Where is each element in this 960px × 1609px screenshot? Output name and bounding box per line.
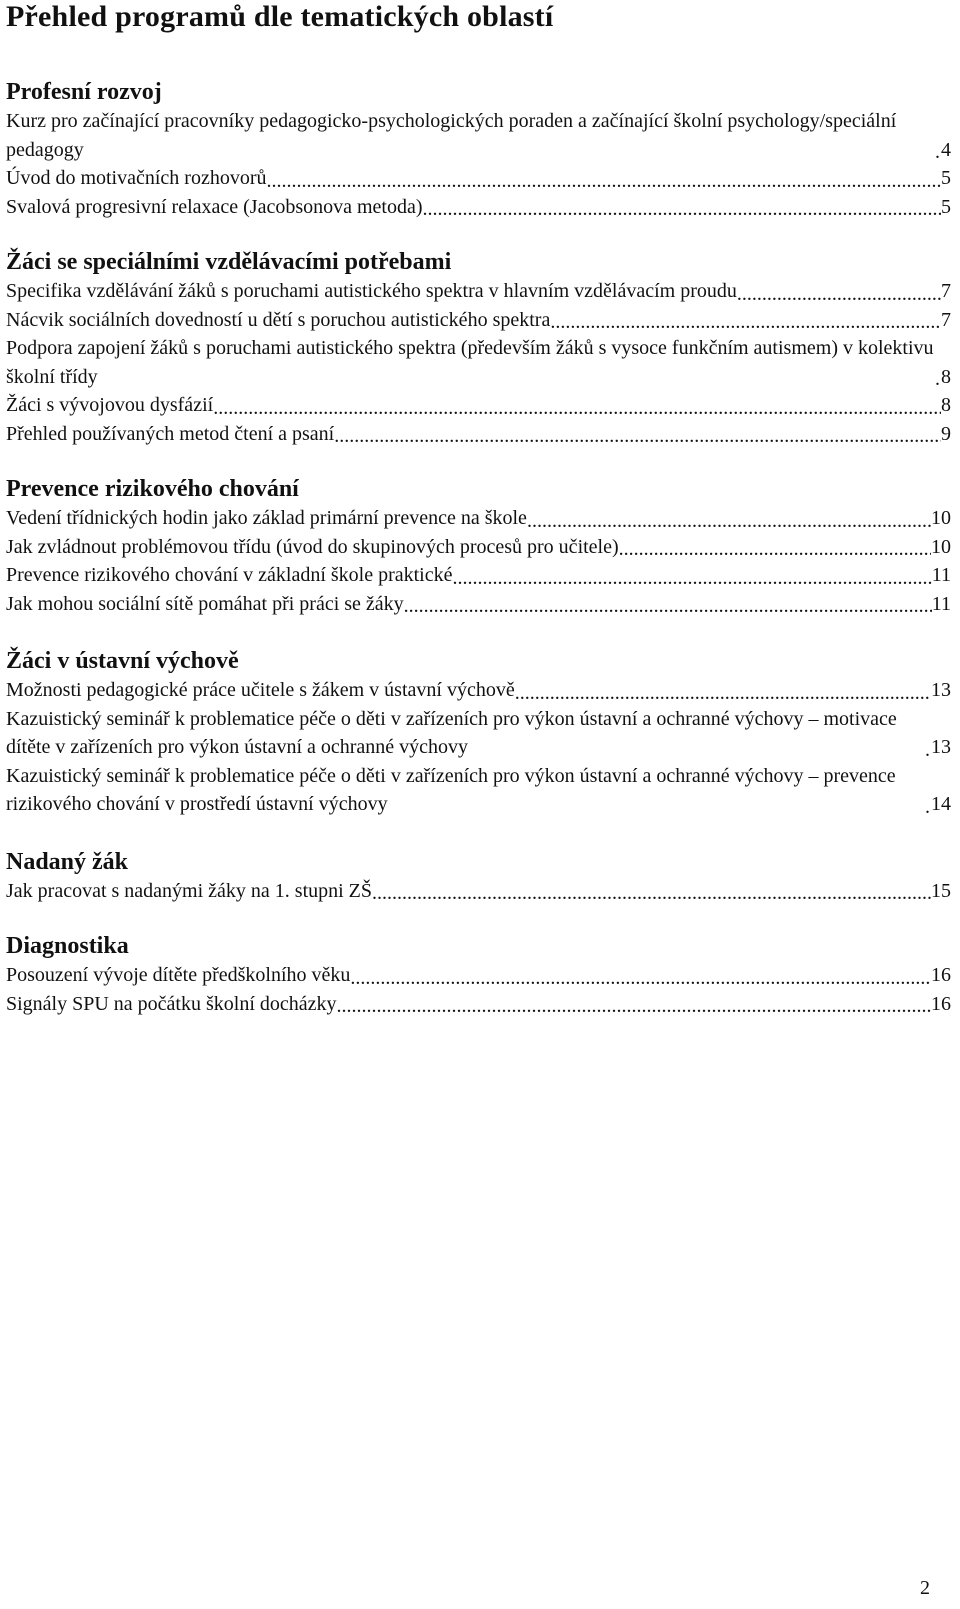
toc-entry-title: Jak mohou sociální sítě pomáhat při práci se žáky [6,592,404,615]
dot-leader [925,734,931,762]
toc-entry-page: 7 [941,280,951,302]
toc-entry-title: Podpora zapojení žáků s poruchami autistického spektra (především žáků s vysoce funkčním autismem) v kolektivu školní třídy [6,337,934,388]
toc-entry[interactable] [6,590,951,619]
section-heading: Žáci se speciálními vzdělávacími potřebami [6,249,452,275]
dot-leader [337,990,931,1018]
toc-entry-page: 10 [931,507,951,529]
section-ustavni-vychova [6,646,958,819]
toc-entry-page: 9 [941,422,951,445]
toc-entry-title: Jak pracovat s nadanými žáky na 1. stupni ZŠ [6,879,373,902]
section-heading: Žáci v ústavní výchově [6,648,239,674]
toc-entry-title: Jak zvládnout problémovou třídu (úvod do skupinových procesů pro učitele) [6,535,619,558]
toc-entry-title: Vedení třídnických hodin jako základ primární prevence na škole [6,507,527,529]
dot-leader [334,420,941,448]
toc-entry-page: 4 [941,138,951,161]
dot-leader [527,505,931,533]
toc-entry-page: 8 [941,394,951,416]
toc-entry-page: 7 [941,308,951,331]
toc-entry[interactable] [6,676,951,705]
section-heading: Diagnostika [6,933,129,959]
page-title: Přehled programů dle tematických oblastí [6,0,554,33]
toc-entry-title: Svalová progresivní relaxace (Jacobsonova metoda) [6,195,423,218]
section-heading: Prevence rizikového chování [6,476,299,502]
toc-entry-page: 11 [931,564,951,586]
toc-entry-title: Kazuistický seminář k problematice péče o děti v zařízeních pro výkon ústavní a ochranné výchovy – prevence rizikového chování v prostředí ústavní výchovy [6,764,896,815]
toc-entry-page: 5 [941,167,951,189]
dot-leader [350,962,931,990]
toc-entry[interactable] [6,334,951,391]
section-heading: Nadaný žák [6,848,129,875]
toc-entry-page: 10 [931,535,951,558]
dot-leader [935,363,941,391]
dot-leader [404,590,932,618]
toc-entry-page: 11 [931,592,951,615]
toc-entry-title: Prevence rizikového chování v základní škole praktické [6,564,453,586]
section-prevence [6,474,958,618]
toc-entry-title: Přehled používaných metod čtení a psaní [6,422,335,445]
toc-entry[interactable] [6,504,951,533]
toc-entry[interactable] [6,391,951,420]
dot-leader [423,193,941,221]
toc-entry-title: Nácvik sociálních dovedností u dětí s poruchou autistického spektra [6,308,551,331]
page-number: 2 [920,1577,930,1599]
dot-leader [267,165,942,193]
toc-entry-page: 13 [931,679,951,701]
toc-entry-page: 14 [931,793,951,815]
toc-entry[interactable] [6,961,951,990]
toc-entry-title: Specifika vzdělávání žáků s poruchami autistického spektra v hlavním vzdělávacím proudu [6,280,737,302]
toc-entry[interactable] [6,193,951,222]
section-profesni-rozvoj [6,77,958,221]
section-nadany-zak [6,847,958,906]
toc-entry-page: 16 [931,964,951,986]
dot-leader [935,136,941,164]
toc-entry[interactable] [6,561,951,590]
dot-leader [737,278,941,306]
toc-entry-page: 13 [931,736,951,758]
toc-entry[interactable] [6,705,951,762]
dot-leader [372,877,931,905]
toc-entry-title: Možnosti pedagogické práce učitele s žákem v ústavní výchově [6,679,515,701]
toc-entry[interactable] [6,107,951,164]
toc-entry[interactable] [6,164,951,193]
toc-entry-title: Žáci s vývojovou dysfázií [6,394,214,416]
dot-leader [925,791,931,819]
dot-leader [213,392,941,420]
section-diagnostika [6,931,958,1018]
toc-entry[interactable] [6,277,951,306]
toc-entry-title: Kurz pro začínající pracovníky pedagogicko-psychologických poraden a začínající školní psychology/speciální pedagogy [6,110,897,161]
dot-leader [515,677,931,705]
toc-entry-title: Kazuistický seminář k problematice péče o děti v zařízeních pro výkon ústavní a ochranné výchovy – motivace dítěte v zařízeních pro výkon ústavní a ochranné výchovy [6,707,897,758]
toc-entry-title: Signály SPU na počátku školní docházky [6,992,337,1015]
toc-entry[interactable] [6,877,951,906]
section-heading: Profesní rozvoj [6,79,162,105]
toc-entry[interactable] [6,420,951,449]
dot-leader [453,562,932,590]
toc-entry[interactable] [6,762,951,819]
toc-entry-page: 15 [931,879,951,902]
dot-leader [550,306,941,334]
toc-entry-title: Posouzení vývoje dítěte předškolního věku [6,964,351,986]
toc-entry-title: Úvod do motivačních rozhovorů [6,167,267,189]
toc-entry[interactable] [6,306,951,335]
toc-entry[interactable] [6,533,951,562]
toc-entry-page: 5 [941,195,951,218]
toc-page [6,0,958,1018]
section-zaci-svp [6,247,958,448]
toc-entry-page: 8 [941,365,951,388]
toc-entry-page: 16 [931,992,951,1015]
toc-entry[interactable] [6,990,951,1019]
dot-leader [619,533,931,561]
